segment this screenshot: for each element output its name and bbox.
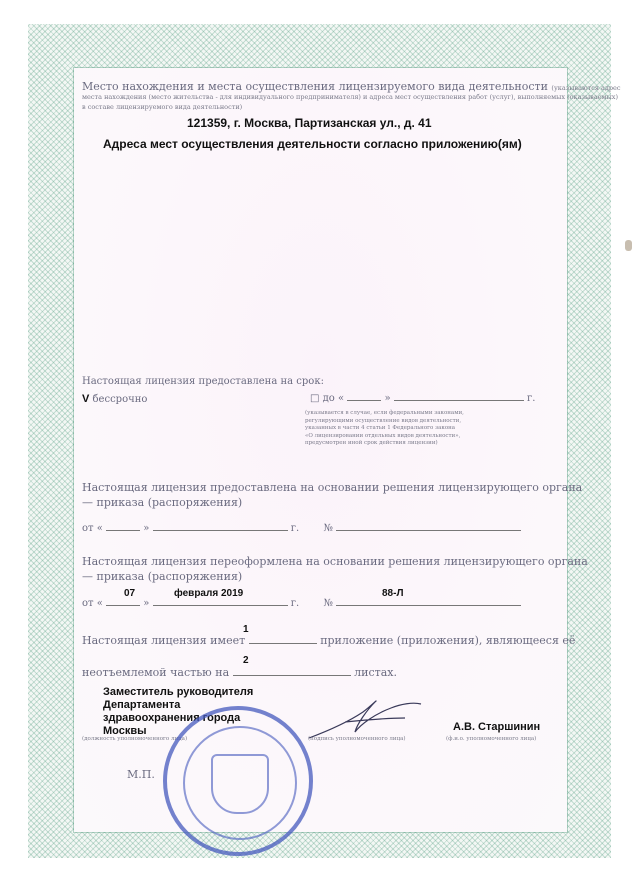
until-note-line: указанных в части 4 статьи 1 Федерального закона — [305, 425, 456, 431]
term-until-row — [310, 393, 535, 404]
header-note-line-2: места нахождения (место жительства - для индивидуального предпринимателя) и адреса мест осуществления работ (услуг), выполняемых (оказываемых) — [82, 93, 618, 101]
reissue-month-year: февраля 2019 — [174, 588, 244, 599]
basis-from: от « — [82, 523, 103, 534]
seal-coat-of-arms-icon — [211, 754, 269, 814]
caption-signature: (подпись уполномоченного лица) — [308, 736, 406, 742]
appendix-line-1-b: приложение (приложения), являющееся её — [320, 634, 576, 647]
until-date-blank — [394, 400, 524, 401]
appendix-line-2-a: неотъемлемой частью на — [82, 666, 230, 679]
reissue-date-blank — [153, 605, 288, 606]
reissue-date-row — [82, 598, 521, 609]
until-prefix: до « — [322, 393, 345, 404]
header-note-line-3: в составе лицензируемого вида деятельности) — [82, 103, 243, 111]
header-title — [82, 80, 621, 93]
appendix-line-2-b: листах. — [354, 666, 397, 679]
caption-name: (ф.и.о. уполномоченного лица) — [446, 736, 537, 742]
reissue-day-blank — [106, 605, 140, 606]
signer-position-line: здравоохранения города — [103, 712, 241, 724]
basis-line-1: Настоящая лицензия предоставлена на основании решения лицензирующего органа — [82, 481, 583, 494]
until-note-line: (указывается в случае, если федеральными законами, — [305, 410, 464, 416]
basis-number-blank — [336, 530, 521, 531]
basis-date-row — [82, 523, 521, 534]
term-until-note — [305, 410, 464, 448]
appendix-sheets: 2 — [243, 655, 249, 666]
until-note-line: «О лицензировании отдельных видов деятельности», — [305, 432, 461, 439]
appendix-line-1-a: Настоящая лицензия имеет — [82, 634, 246, 647]
appendix-count: 1 — [243, 624, 249, 635]
signer-position-line: Заместитель руководителя — [103, 686, 254, 698]
basis-quote: » — [143, 523, 150, 534]
term-indefinite-row — [82, 393, 147, 405]
basis-line-2: — приказа (распоряжения) — [82, 496, 243, 509]
reissue-year-suffix: г. — [290, 598, 300, 609]
reissue-from: от « — [82, 598, 103, 609]
until-note-line: предусмотрен иной срок действия лицензии) — [305, 440, 438, 446]
basis-day-blank — [106, 530, 140, 531]
paper-speck — [625, 240, 632, 251]
reissue-day: 07 — [124, 588, 136, 599]
licensee-address: 121359, г. Москва, Партизанская ул., д. 41 — [187, 116, 432, 130]
appendix-line-2 — [82, 666, 397, 679]
reissue-number-blank — [336, 605, 521, 606]
caption-position: (должность уполномоченного лица) — [82, 736, 188, 742]
basis-year-suffix: г. — [290, 523, 300, 534]
signer-name: А.В. Старшинин — [453, 721, 541, 733]
term-label: Настоящая лицензия предоставлена на срок: — [82, 376, 324, 387]
check-mark: V — [82, 393, 90, 405]
header-title-note: (указываются адрес — [551, 84, 621, 92]
basis-number-sign: № — [323, 523, 333, 534]
reissue-line-1: Настоящая лицензия переоформлена на основании решения лицензирующего органа — [82, 555, 588, 568]
official-seal — [163, 706, 313, 856]
until-note-line: регулирующими осуществление видов деятельности, — [305, 417, 462, 424]
basis-date-blank — [153, 530, 288, 531]
appendix-sheets-blank — [233, 675, 351, 676]
appendix-line-1 — [82, 634, 575, 647]
appendix-count-blank — [249, 643, 317, 644]
checkbox-icon: □ — [310, 393, 320, 404]
handwritten-signature — [305, 694, 425, 744]
signer-position-line: Департамента — [103, 699, 181, 711]
reissue-line-2: — приказа (распоряжения) — [82, 570, 243, 583]
activity-addresses-note: Адреса мест осуществления деятельности согласно приложению(ям) — [103, 137, 522, 151]
until-suffix: г. — [527, 393, 536, 404]
seal-place-label: М.П. — [127, 768, 155, 781]
reissue-number: 88-Л — [382, 588, 404, 599]
header-title-text: Место нахождения и места осуществления лицензируемого вида деятельности — [82, 80, 548, 93]
reissue-quote: » — [143, 598, 150, 609]
signer-position-line: Москвы — [103, 725, 147, 737]
until-quote: » — [384, 393, 391, 404]
reissue-number-sign: № — [323, 598, 333, 609]
until-day-blank — [347, 400, 381, 401]
term-indefinite-text: бессрочно — [92, 394, 148, 405]
